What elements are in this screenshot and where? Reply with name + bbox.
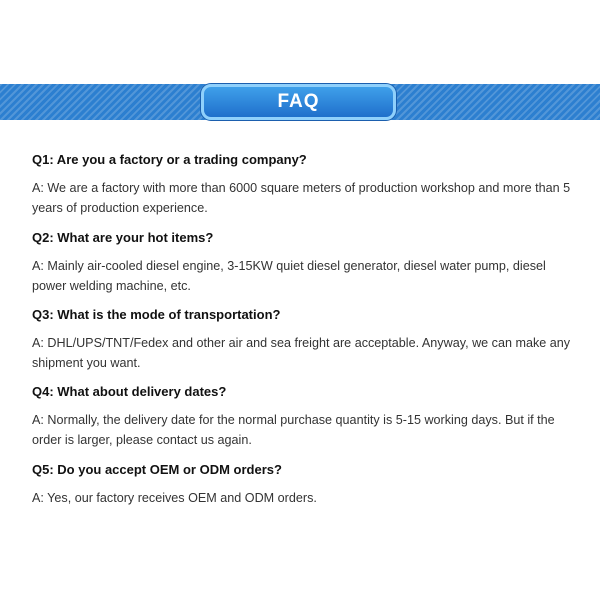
faq-answer: A: Mainly air-cooled diesel engine, 3-15KW quiet diesel generator, diesel water pump, diesel power welding machine, etc. — [32, 259, 546, 293]
faq-question: Q3: What is the mode of transportation? — [32, 307, 281, 322]
page-title: FAQ — [277, 91, 320, 112]
faq-answer: A: DHL/UPS/TNT/Fedex and other air and sea freight are acceptable. Anyway, we can make any shipment you want. — [32, 336, 571, 370]
faq-answer: A: Normally, the delivery date for the normal purchase quantity is 5-15 working days. But if the order is larger, please contact us again. — [32, 413, 555, 447]
faq-question: Q1: Are you a factory or a trading company? — [32, 152, 307, 167]
faq-title-badge — [201, 84, 396, 120]
faq-answer: A: Yes, our factory receives OEM and ODM orders. — [32, 491, 317, 505]
faq-answer: A: We are a factory with more than 6000 square meters of production workshop and more than 5 years of production experience. — [32, 181, 571, 215]
faq-question: Q4: What about delivery dates? — [32, 384, 227, 399]
faq-question: Q2: What are your hot items? — [32, 230, 214, 245]
faq-question: Q5: Do you accept OEM or ODM orders? — [32, 462, 282, 477]
